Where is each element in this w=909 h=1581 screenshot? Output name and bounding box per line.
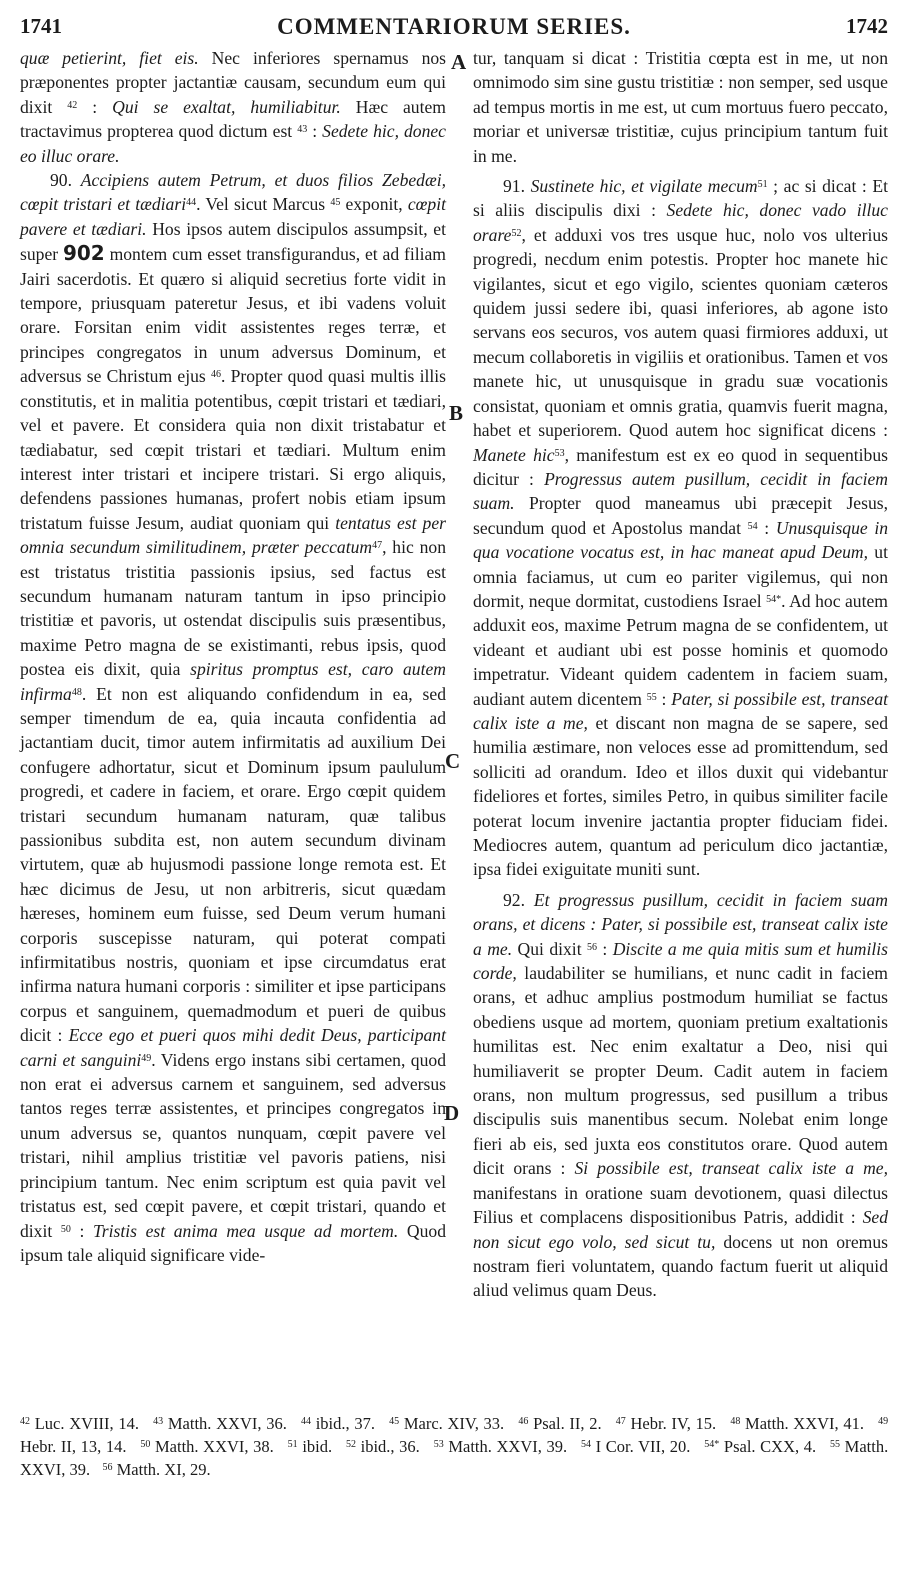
page-header xyxy=(20,14,888,44)
text-run: : xyxy=(77,96,113,117)
footnote-text: ibid., 37. xyxy=(315,1414,375,1433)
footnote-number: 52 xyxy=(346,1439,356,1450)
text-run: et discant non magna de se sapere, sed humilia æstimare, non veloces esse ad promittendum, sed solliciti ad orandum. Ideo et illos duxit qui videbantur fideliores et fortes, similes Petro, in quibus similiter facile poterat locum invenire jactantia propter fiduciam fidei. Mediocres autem, quantum ad periculum dico jactantiæ, ipsa fidei exiguitate muniti sunt. xyxy=(473,712,888,880)
footnote xyxy=(153,1414,287,1433)
text-run: . Videns ergo instans sibi certamen, quod non erat ei adversus carnem et sanguinem, sed adversus tantos reges terræ assistentes, et principes congregatos in unum adversus se, quantos nunquam, cœpit pavere vel tristari, nihil amplius tristitiæ vel pavoris patiens, nisi principium tantum. Nec enim scriptum est quia pavit vel tristatus est, sed cœpit pavere, et cœpit tristari, quando et dixit xyxy=(20,1049,446,1241)
page-number-left: 1741 xyxy=(20,14,62,38)
text-run: ut omnia faciamus, ut cum eo pariter vigilemus, qui non dormit, neque dormitat, custodiens Israel xyxy=(473,542,888,611)
text-run: . Vel sicut Marcus xyxy=(196,194,331,215)
paragraph-92 xyxy=(473,888,888,1303)
footnote-text: ibid., 36. xyxy=(360,1437,420,1456)
margin-letter-b: B xyxy=(449,401,464,425)
italic-quote: Si possibile est, transeat calix iste a me, xyxy=(574,1158,888,1179)
footnote-number: 45 xyxy=(389,1416,400,1427)
footnote-number: 43 xyxy=(153,1416,164,1427)
footnote-text: Hebr. II, 13, 14. xyxy=(20,1437,127,1456)
text-run: , manifestum est ex eo quod in sequentibus dicitur : xyxy=(473,444,888,489)
footnote xyxy=(140,1437,273,1456)
footnote-text: Psal. II, 2. xyxy=(533,1414,602,1433)
footnote xyxy=(288,1437,332,1456)
footnote-text: Matth. XXVI, 36. xyxy=(167,1414,287,1433)
text-run: Hos ipsos autem discipulos assumpsit, et super xyxy=(20,218,446,265)
footnote-number: 53 xyxy=(433,1439,444,1450)
footnote-number: 46 xyxy=(518,1416,529,1427)
paragraph-number: 91. xyxy=(503,176,531,197)
footnote-ref: 47 xyxy=(372,540,383,552)
text-run: Quod ipsum tale aliquid significare vide- xyxy=(20,1220,446,1265)
text-run: : xyxy=(70,1220,93,1241)
footnote-text: Luc. XVIII, 14. xyxy=(34,1414,139,1433)
footnote xyxy=(346,1437,420,1456)
text-run: , hic non est tristatus tristitia passionis ipsius, sed factus est secundum humanam naturam tantum in ipso principio tristitiæ et pavoris, ut ostendat discipulis suis præsentibus, maxime Petro magna de se existimanti, rebus ipsis, quod postea eis dixit, quia xyxy=(20,537,446,680)
footnote-text: Matth. XXVI, 38. xyxy=(154,1437,274,1456)
footnote-number: 56 xyxy=(102,1462,113,1473)
italic-quote: Qui se exaltat, humiliabitur. xyxy=(112,96,341,117)
footnote xyxy=(434,1437,567,1456)
footnote xyxy=(730,1414,864,1433)
italic-quote: Discite a me quia mitis sum et humilis corde, xyxy=(473,938,889,984)
footnote xyxy=(518,1414,601,1433)
text-run: ; ac si dicat : Et si aliis discipulis dixi : xyxy=(473,176,889,221)
italic-quote: Sedete hic, donec vado illuc orare xyxy=(473,200,888,245)
text-run: . Et non est aliquando confidendum in ea, sed semper timendum de ea, quia incauta confidentia ad jactantiam ducit, timor autem infirmitatis ad auxilium Dei confugere adhortatur, sicut et Dominum ipsum paululum progredi, et cadere in faciem, et orare. Ergo cœpit quidem tristari secundum humanam naturam, quæ talibus passionibus subdita est, non autem secundum divinam virtutem, quæ ab hujusmodi passione longe remota est. Et hæc dicimus de Jesu, ut non arbitreris, sicut quædam hæreses, hominem eum fuisse, sed Deum verum humani corporis suscepisse naturam, qui poterat compati infirmitatibus nostris, quoniam et ipse circumdatus erat infirma natura humani corporis : similiter et ipse participans corpus et sanguinem, quemadmodum et pueri de quibus dicit : xyxy=(20,683,446,1046)
footnote-ref: 54 xyxy=(747,520,758,532)
paragraph-number: 90. xyxy=(50,170,81,191)
footnote xyxy=(616,1414,716,1433)
text-run: , et adduxi vos tres usque huc, nolo vos ulterius progredi, necdum enim potestis. Propter hoc manete hic vigilantes, sicut et ego vigilo, scientes quoniam cæteros quidem jussi sedere ibi, quasi inferiores, ab agone isto servans eos securos, vos autem quasi firmiores adduxi, ut mecum collaboretis in vigiliis et orationibus. Tamen et vos manete hic, ut unusquisque in gradu suæ vocationis consistat, quoniam et omnis gratia, quamvis fuerit magna, habet et superiorem. Quod autem hoc significat dicens : xyxy=(473,224,888,441)
text-run: : xyxy=(656,688,672,709)
italic-quote: Sustinete hic, et vigilate mecum xyxy=(530,176,758,197)
footnote-text: Matth. XI, 29. xyxy=(116,1460,211,1479)
footnote-ref: 55 xyxy=(646,691,657,703)
paragraph-90 xyxy=(20,168,446,1267)
text-run: . Ad hoc autem adduxit eos, maxime Petrum magna de se confidentem, ut videant et audiant ubi est posse hominis et quomodo impetratur. Videant quidem cadentem in faciem suam, audiant autem dicentem xyxy=(473,590,888,709)
footnote-ref: 53 xyxy=(554,447,565,459)
paragraph-continuation xyxy=(20,46,446,168)
text-run: : xyxy=(307,121,323,142)
margin-letter-c: C xyxy=(445,749,461,773)
footnote-number: 49 xyxy=(878,1416,889,1427)
right-column xyxy=(473,46,888,1303)
footnote xyxy=(389,1414,504,1433)
footnote-text: Matth. XXVI, 39. xyxy=(448,1437,568,1456)
footnote-number: 54 xyxy=(581,1439,592,1450)
italic-quote: Sedete hic, donec eo illuc orare. xyxy=(20,121,446,166)
paragraph-91 xyxy=(473,174,888,882)
italic-quote: Pater, si possibile est, transeat calix iste a me, xyxy=(473,688,889,733)
text-run: : xyxy=(596,938,613,959)
left-column xyxy=(20,46,446,1267)
footnote-text: Psal. CXX, 4. xyxy=(723,1437,817,1456)
italic-quote: Accipiens autem Petrum, et duos filios Zebedæi, cœpit tristari et tædiari xyxy=(20,170,446,215)
footnote-ref: 48 xyxy=(71,686,82,698)
footnote-ref: 45 xyxy=(330,197,341,209)
footnote-text: Hebr. IV, 15. xyxy=(630,1414,717,1433)
footnote-ref: 56 xyxy=(586,941,597,953)
italic-quote: Et progressus pusillum, cecidit in faciem suam orans, et dicens : Pater, si possibile est, transeat calix iste a me. xyxy=(473,889,888,959)
footnote-number: 51 xyxy=(287,1439,298,1450)
italic-quote: Ecce ego et pueri quos mihi dedit Deus, participant carni et sanguini xyxy=(20,1025,446,1070)
footnote xyxy=(704,1437,816,1456)
margin-letter-a: A xyxy=(451,50,467,74)
footnote-ref: 50 xyxy=(60,1223,71,1235)
footnote-number: 54* xyxy=(704,1439,720,1450)
footnote-ref: 42 xyxy=(67,99,78,111)
text-run: Nec inferiores spernamus nos præponentes propter jactantiæ causam, secundum eum qui dixit xyxy=(20,48,447,117)
footnote-number: 50 xyxy=(140,1439,151,1450)
text-run: Qui dixit xyxy=(512,938,587,959)
footnote-number: 48 xyxy=(730,1416,741,1427)
paragraph-number: 92. xyxy=(503,889,534,910)
footnote-text: Matth. XXVI, 39. xyxy=(20,1437,889,1479)
footnote-ref: 52 xyxy=(511,227,522,239)
footnote-number: 42 xyxy=(20,1416,30,1427)
italic-quote: tentatus est per omnia secundum similitudinem, præter peccatum xyxy=(20,512,446,558)
italic-quote: Sed non sicut ego volo, sed sicut tu, xyxy=(473,1207,888,1252)
footnote-text: Matth. XXVI, 41. xyxy=(745,1414,865,1433)
text-run: Propter quod maneamus ubi præcepit Jesus, secundum quod et Apostolus mandat xyxy=(473,493,888,538)
footnote-ref: 49 xyxy=(141,1052,152,1064)
page-number-right: 1742 xyxy=(846,14,888,38)
text-run: tur, tanquam si dicat : Tristitia cœpta est in me, ut non omnimodo sim sine gustu tristitiæ : non semper, sed usque ad tempus mortis in me est, ut cum mortuus fuero peccato, moriar et universæ tristitiæ, cujus principium tantum fuit in me. xyxy=(473,48,888,166)
italic-quote: Tristis est anima mea usque ad mortem. xyxy=(92,1220,399,1241)
italic-quote: cœpit pavere et tædiari. xyxy=(20,194,446,239)
footnote xyxy=(581,1437,690,1456)
running-title: COMMENTARIORUM SERIES. xyxy=(277,14,631,39)
text-run: montem cum esset transfigurandus, et ad filiam Jairi sacerdotis. Et quæro si aliquid secretius forte vidit in tempore, priusquam pateretur Jesus, et ibi vadens voluit orare. Forsitan enim vidit assistentes reges terræ, et principes congregatos in unum adversus Dominum, et adversus se Christum ejus xyxy=(20,244,446,387)
footnote-number: 55 xyxy=(830,1439,841,1450)
footnote-ref: 44 xyxy=(186,197,197,209)
footnotes xyxy=(20,1412,888,1481)
margin-letter-d: D xyxy=(444,1101,460,1125)
column-number: 902 xyxy=(62,241,105,266)
footnote-text: I Cor. VII, 20. xyxy=(595,1437,691,1456)
italic-quote: Unusquisque in qua vocatione vocatus est, in hac maneat apud Deum, xyxy=(473,517,889,563)
italic-quote: quæ petierint, fiet eis. xyxy=(20,48,199,68)
paragraph-continuation xyxy=(473,46,888,168)
text-run: : xyxy=(757,517,776,538)
footnote xyxy=(20,1414,139,1433)
italic-quote: Manete hic xyxy=(473,444,555,465)
text-run: manifestans in oratione suam devotionem, quasi dilectus Filius et complacens dispositionibus Patris, addidit : xyxy=(473,1182,888,1228)
text-run: docens ut non oremus nostram fieri voluntatem, quando factum fuerit ut aliquid aliud velimus quam Deus. xyxy=(473,1231,888,1301)
footnote-ref: 43 xyxy=(297,124,308,136)
text-run: Hæc autem tractavimus propterea quod dictum est xyxy=(20,96,446,142)
footnote-number: 47 xyxy=(615,1416,626,1427)
footnote-ref: 54* xyxy=(766,593,782,605)
italic-quote: Progressus autem pusillum, cecidit in faciem suam. xyxy=(473,468,888,514)
text-run: . Propter quod quasi multis illis constitutis, et in malitia potentibus, cœpit tristari et tædiari, vel et pavere. Et considera quia non dixit tristabatur et tædiabatur, sed cœpit tristari et tædiari. Multum enim interest inter tristari et incipere tristari. Si ergo aliquis, defendens passiones humanas, profert nobis etiam ipsum tristatum fuisse Jesum, audiat quoniam qui xyxy=(20,366,446,533)
text-run: laudabiliter se humilians, et nunc cadit in faciem orans, et adhuc amplius postmodum humiliat se factus obediens usque ad mortem, quoniam pretium exaltationis humilitas est. Nec enim exaltatur a Deo, nisi qui humiliaverit se propter Deum. Cadit autem in faciem orans, non multum progressus, sed pusillum a tribus discipulis suis manentibus secum. Nolebat enim longe fieri ab eis, sed juxta eos constitutos orare. Quod autem dicit orans : xyxy=(473,963,888,1179)
footnote xyxy=(103,1460,211,1479)
text-run: exponit, xyxy=(340,194,408,215)
italic-quote: spiritus promptus est, caro autem infirma xyxy=(20,659,446,704)
footnote-text: Marc. XIV, 33. xyxy=(403,1414,505,1433)
footnote-ref: 46 xyxy=(210,369,221,381)
footnote-text: ibid. xyxy=(302,1437,333,1456)
footnote-number: 44 xyxy=(301,1416,311,1427)
footnote-ref: 51 xyxy=(757,179,768,191)
footnote xyxy=(301,1414,375,1433)
